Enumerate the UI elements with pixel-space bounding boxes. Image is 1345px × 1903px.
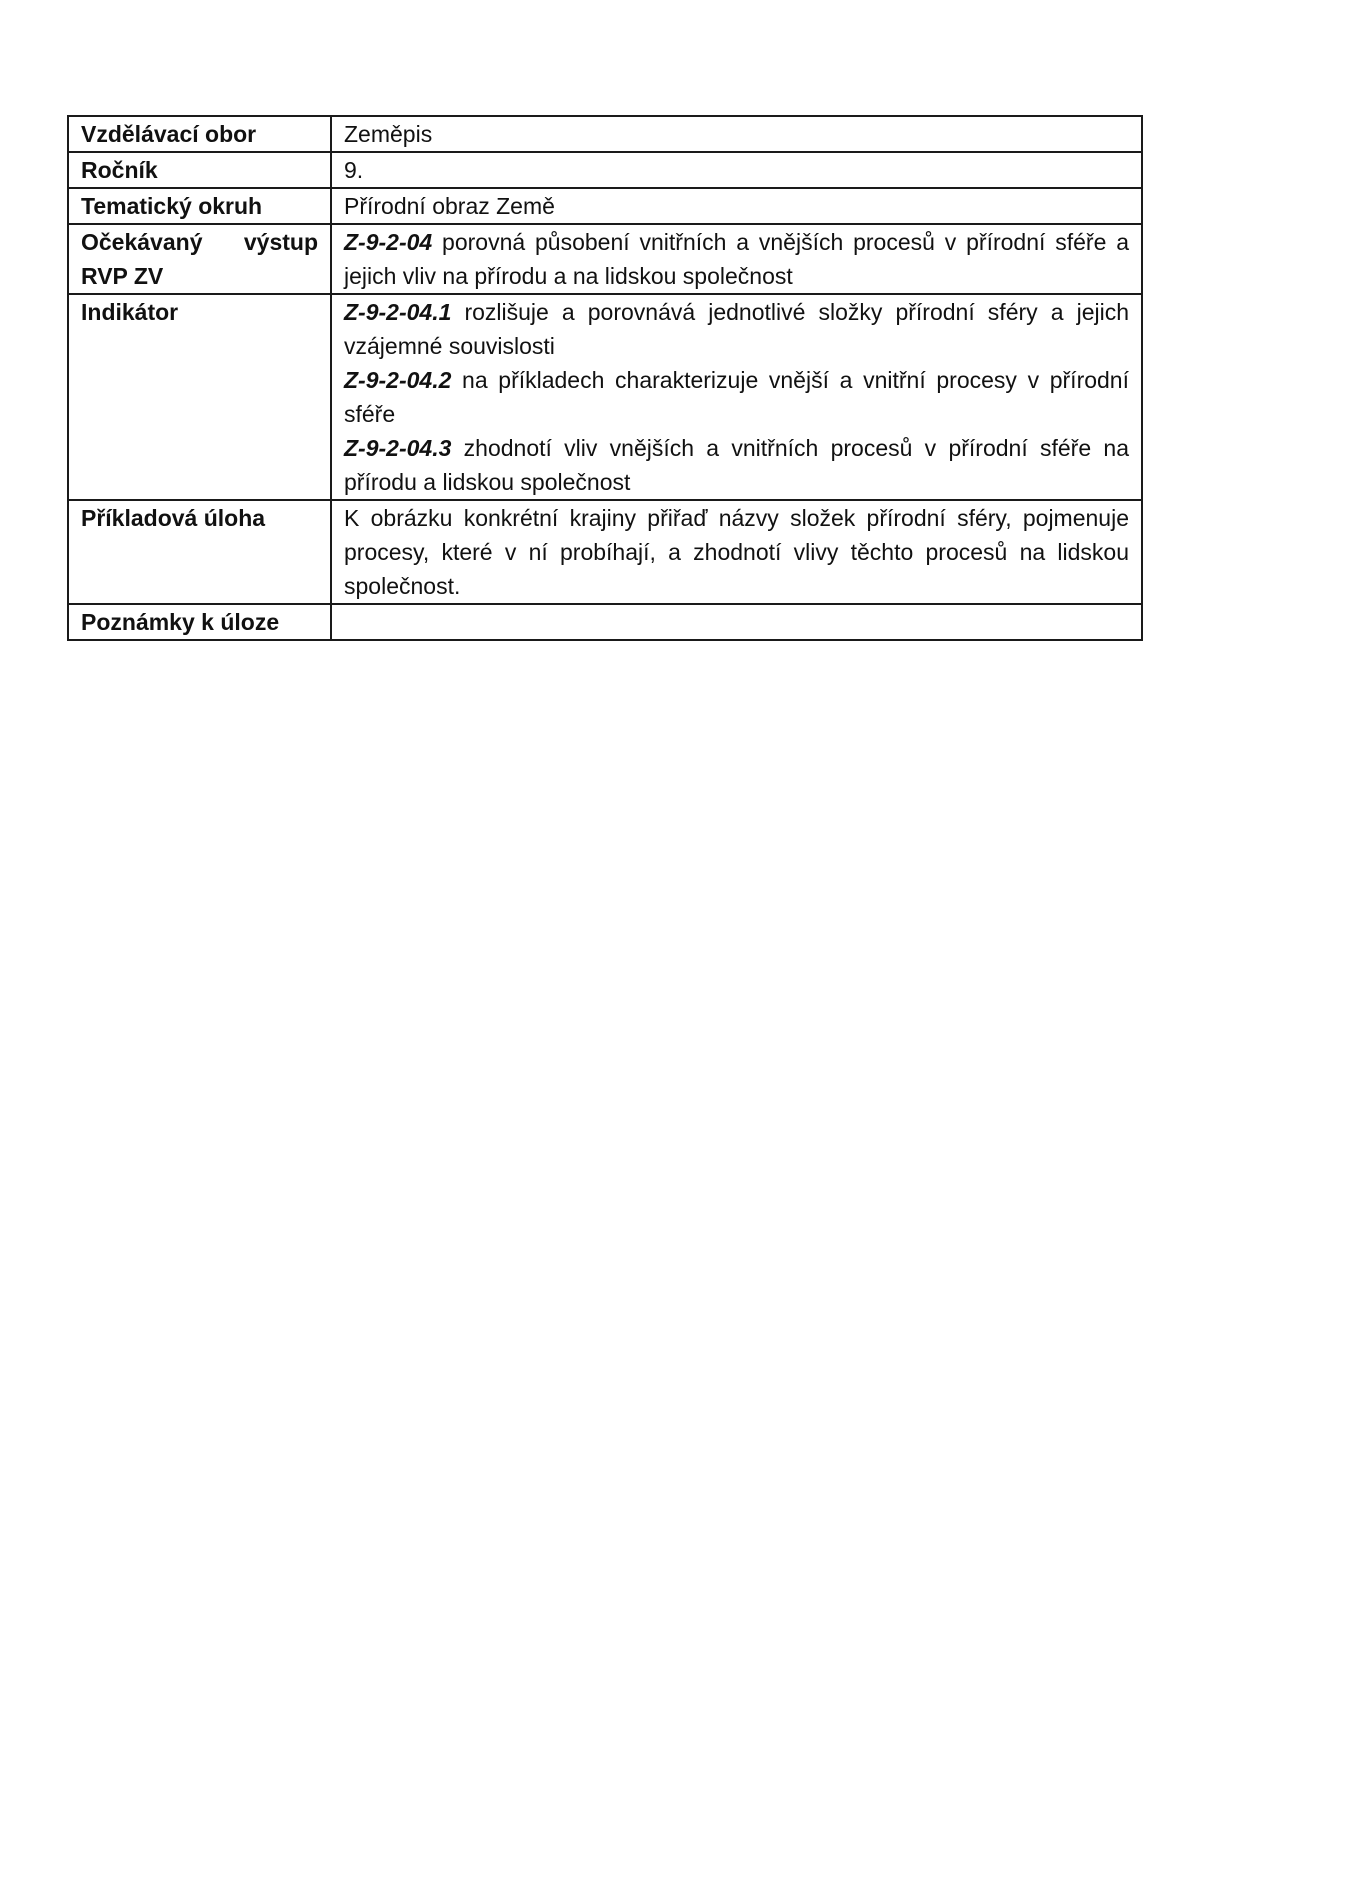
subject-value: Zeměpis	[331, 116, 1142, 152]
indicator-label: Indikátor	[68, 294, 331, 500]
row-indicator	[68, 294, 1142, 500]
outcome-label	[68, 224, 331, 294]
subject-label: Vzdělávací obor	[68, 116, 331, 152]
row-example-task	[68, 500, 1142, 604]
row-topic	[68, 188, 1142, 224]
row-notes	[68, 604, 1142, 640]
indicator-code: Z-9-2-04.3	[344, 435, 452, 461]
outcome-value	[331, 224, 1142, 294]
grade-value: 9.	[331, 152, 1142, 188]
indicator-text: rozlišuje a porovnává jednotlivé složky přírodní sféry a jejich vzájemné souvislosti	[344, 299, 1129, 359]
example-task-value: K obrázku konkrétní krajiny přiřaď názvy složek přírodní sféry, pojmenuje procesy, které v ní probíhají, a zhodnotí vlivy těchto procesů na lidskou společnost.	[331, 500, 1142, 604]
grade-label: Ročník	[68, 152, 331, 188]
topic-value: Přírodní obraz Země	[331, 188, 1142, 224]
topic-label: Tematický okruh	[68, 188, 331, 224]
example-task-label: Příkladová úloha	[68, 500, 331, 604]
notes-label: Poznámky k úloze	[68, 604, 331, 640]
notes-value	[331, 604, 1142, 640]
outcome-label-line1: Očekávaný výstup	[81, 229, 318, 255]
row-subject	[68, 116, 1142, 152]
indicator-text: zhodnotí vliv vnějších a vnitřních procesů v přírodní sféře na přírodu a lidskou společnost	[344, 435, 1129, 495]
curriculum-table	[67, 115, 1143, 641]
outcome-code: Z-9-2-04	[344, 229, 433, 255]
indicator-item	[344, 295, 1129, 363]
indicator-item	[344, 363, 1129, 431]
row-grade	[68, 152, 1142, 188]
indicator-text: na příkladech charakterizuje vnější a vnitřní procesy v přírodní sféře	[344, 367, 1129, 427]
indicator-code: Z-9-2-04.1	[344, 299, 452, 325]
outcome-label-line2: RVP ZV	[81, 263, 164, 289]
indicator-item	[344, 431, 1129, 499]
indicator-code: Z-9-2-04.2	[344, 367, 452, 393]
indicator-value	[331, 294, 1142, 500]
row-outcome	[68, 224, 1142, 294]
outcome-text: porovná působení vnitřních a vnějších procesů v přírodní sféře a jejich vliv na přírodu a na lidskou společnost	[344, 229, 1129, 289]
